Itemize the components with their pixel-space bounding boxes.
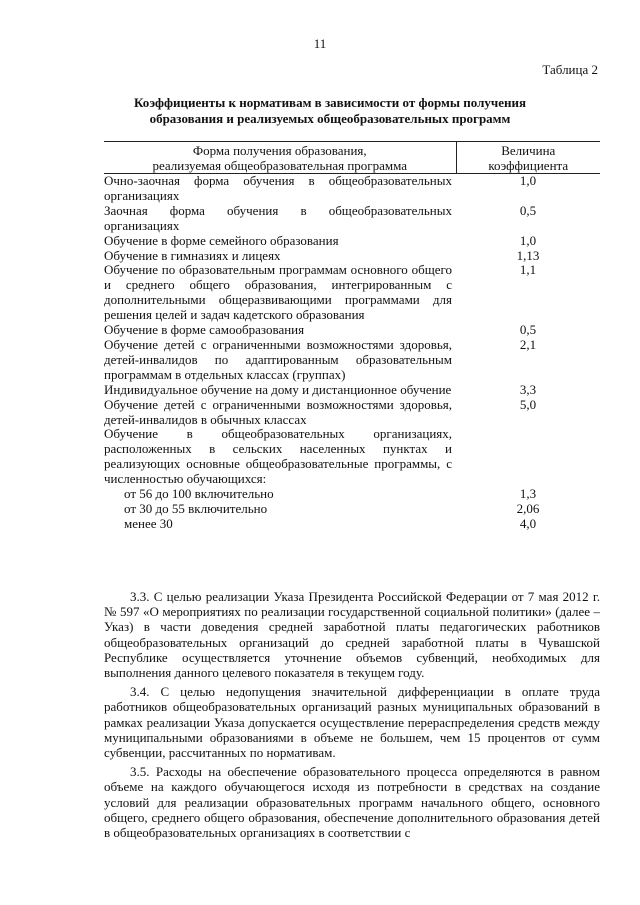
coefficient-cell: 1,13	[516, 247, 540, 263]
coefficient-cell: 4,0	[519, 515, 537, 531]
table-row	[104, 263, 600, 323]
coefficient-cell: 1,0	[519, 232, 537, 248]
header-coefficient-line-1: Величина	[501, 143, 556, 158]
coefficient-cell: 0,5	[519, 202, 537, 218]
body-text	[104, 589, 600, 844]
paragraph-3-4: 3.4. С целью недопущения значительной дифференциации в оплате труда работников общеобразовательных организаций разных муниципальных образований в рамках реализации Указа допускается осуществление перераспределения средств между муниципальными образованиями в объеме не большем, чем 15 процентов от сумм субвенции, рассчитанных по нормативам.	[104, 684, 600, 761]
table-row	[104, 234, 600, 249]
table-sub-row	[104, 517, 600, 532]
table-row	[104, 383, 600, 398]
header-form-column	[104, 142, 456, 174]
table-row	[104, 204, 600, 234]
table-title-line-1: Коэффициенты к нормативам в зависимости от формы получения	[134, 95, 526, 110]
table-row	[104, 427, 600, 487]
coefficient-cell: 3,3	[519, 381, 537, 397]
table-header-row	[104, 142, 600, 174]
form-cell: Очно-заочная форма обучения в общеобразовательных организациях	[104, 173, 452, 203]
table-title-line-2: образования и реализуемых общеобразовательных программ	[149, 111, 511, 126]
paragraph-3-5: 3.5. Расходы на обеспечение образовательного процесса определяются в равном объеме на каждого обучающегося исходя из потребности в средствах на создание условий для реализации образовательных программ начального общего, основного общего, среднего общего образования, обеспечение дополнительного образования детей в общеобразовательных организациях в соответствии с	[104, 764, 600, 841]
form-cell: Обучение в общеобразовательных организациях, расположенных в сельских населенных пунктах и реализующих основные общеобразовательные программы, с численностью обучающихся:	[104, 426, 452, 487]
form-sub-cell: от 56 до 100 включительно	[124, 486, 274, 502]
table-row	[104, 174, 600, 204]
form-sub-cell: менее 30	[124, 515, 173, 531]
header-form-line-2: реализуемая общеобразовательная программа	[152, 158, 408, 173]
table-label: Таблица 2	[542, 62, 598, 77]
coefficient-cell: 2,06	[516, 500, 540, 516]
coefficient-cell: 0,5	[519, 322, 537, 338]
coefficient-cell: 5,0	[519, 396, 537, 412]
form-cell: Обучение в гимназиях и лицеях	[104, 247, 281, 263]
form-sub-cell: от 30 до 55 включительно	[124, 500, 268, 516]
form-cell: Обучение по образовательным программам основного общего и среднего общего образования, интегрированным с дополнительными общеразвивающими программами для решения целей и задач кадетского образования	[104, 262, 452, 323]
table-title	[100, 95, 560, 127]
form-cell: Обучение в форме самообразования	[104, 322, 305, 338]
page-number: 11	[313, 36, 327, 51]
header-form-line-1: Форма получения образования,	[192, 143, 367, 158]
table-row	[104, 249, 600, 264]
form-cell: Обучение в форме семейного образования	[104, 232, 339, 248]
coefficient-cell: 2,1	[519, 336, 537, 352]
table-row	[104, 338, 600, 383]
paragraph-3-3: 3.3. С целью реализации Указа Президента Российской Федерации от 7 мая 2012 г. № 597 «О мероприятиях по реализации государственной социальной политики» (далее – Указ) в части доведения средней заработной платы педагогических работников общеобразовательных организаций до средней заработной платы в Чувашской Республике осуществляется уточнение объемов субвенций, необходимых для выполнения данного целевого показателя в текущем году.	[104, 589, 600, 681]
coefficients-table	[104, 141, 600, 532]
coefficient-cell: 1,0	[519, 173, 537, 188]
table-row	[104, 398, 600, 428]
coefficient-cell: 1,1	[519, 262, 537, 278]
form-cell: Обучение детей с ограниченными возможностями здоровья, детей-инвалидов в обычных классах	[104, 396, 452, 427]
header-coefficient-line-2: коэффициента	[488, 158, 569, 173]
table-sub-row	[104, 487, 600, 502]
table-row	[104, 323, 600, 338]
coefficient-cell	[456, 427, 600, 487]
header-coefficient-column	[456, 142, 600, 174]
form-cell: Заочная форма обучения в общеобразовательных организациях	[104, 202, 452, 233]
coefficient-cell: 1,3	[519, 486, 537, 502]
form-cell: Индивидуальное обучение на дому и дистанционное обучение	[104, 381, 452, 397]
form-cell: Обучение детей с ограниченными возможностями здоровья, детей-инвалидов по адаптированным образовательным программам в отдельных классах (группах)	[104, 336, 452, 382]
table-sub-row	[104, 502, 600, 517]
